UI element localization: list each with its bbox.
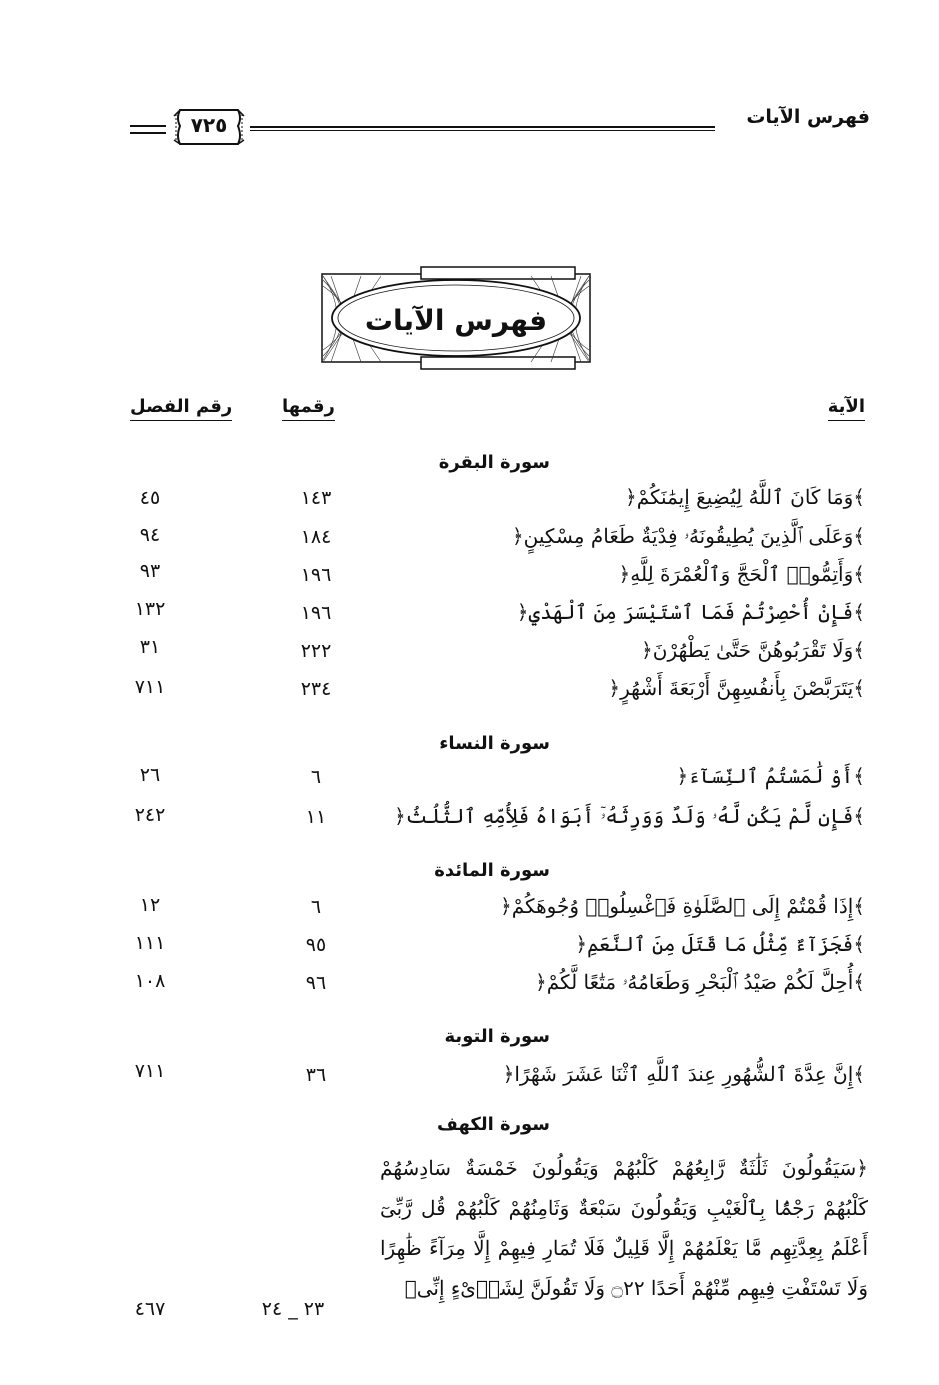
chapter-number: ١١١ — [134, 932, 166, 954]
chapter-number: ٤٥ — [139, 487, 161, 509]
chapter-number: ٤٦٧ — [134, 1298, 166, 1320]
verse-text-multiline: ﴿سَيَقُولُونَ ثَلَٰثَةٌ رَّابِعُهُمْ كَلْبُهُمْ وَيَقُولُونَ خَمْسَةٌ سَادِسُهُمْ كَلْبُهُمْ رَجْمًۢا بِٱلْغَيْبِ وَيَقُولُونَ سَبْعَةٌ وَثَامِنُهُمْ كَلْبُهُمْ قُل رَّبِّىٓ أَعْلَمُ بِعِدَّتِهِم مَّا يَعْلَمُهُمْ إِلَّا قَلِيلٌ فَلَا تُمَارِ فِيهِمْ إِلَّا مِرَآءً ظَٰهِرًا وَلَا تَسْتَفْتِ فِيهِم مِّنْهُمْ أَحَدًا ۝٢٢ وَلَا تَقُولَنَّ لِشَا۟ىْءٍ إِنِّى﴾ — [380, 1156, 868, 1300]
verse-number: ١٨٤ — [300, 526, 332, 548]
verse-text: ﴿إِنَّ عِدَّةَ ٱلشُّهُورِ عِندَ ٱللَّهِ ٱثْنَا عَشَرَ شَهْرًا﴾ — [502, 1062, 865, 1086]
verse-number: ٢٣٤ — [300, 678, 332, 700]
verse-text: ﴿وَلَا تَقْرَبُوهُنَّ حَتَّىٰ يَطْهُرْنَ﴾ — [641, 638, 865, 662]
chapter-number: ٩٤ — [139, 524, 161, 546]
chapter-number: ١٠٨ — [134, 970, 166, 992]
verse-text: ﴿وَأَتِمُّوا۟ ٱلْحَجَّ وَٱلْعُمْرَةَ لِلَّهِ﴾ — [618, 562, 865, 586]
verse-text: ﴿فَإِنْ أُحْصِرْتُمْ فَمَا ٱسْتَيْسَرَ مِنَ ٱلْهَدْيِ﴾ — [516, 600, 865, 624]
header-rule — [250, 126, 715, 128]
verse-text: ﴿فَإِن لَّمْ يَكُن لَّهُۥ وَلَدٌ وَوَرِثَهُۥٓ أَبَوَاهُ فَلِأُمِّهِ ٱلثُّلُثُ﴾ — [393, 804, 865, 828]
column-header-chapter: رقم الفصل — [130, 396, 232, 421]
verse-number: ٢٢٢ — [300, 640, 332, 662]
verse-text: ﴿يَتَرَبَّصْنَ بِأَنفُسِهِنَّ أَرْبَعَةَ أَشْهُرٍ﴾ — [608, 676, 865, 700]
verse-text: ﴿إِذَا قُمْتُمْ إِلَى ٱلصَّلَوٰةِ فَٱغْسِلُوا۟ وُجُوهَكُمْ﴾ — [500, 894, 865, 918]
verse-number: ٦ — [310, 766, 322, 788]
section-title-frame — [321, 266, 591, 370]
page-number-frame — [172, 106, 246, 148]
verse-text: ﴿وَمَا كَانَ ٱللَّهُ لِيُضِيعَ إِيمَٰنَكُمْ﴾ — [624, 485, 865, 509]
chapter-number: ٧١١ — [134, 676, 166, 698]
verse-number: ١١ — [305, 806, 327, 828]
verse-number: ٩٥ — [305, 934, 327, 956]
chapter-number: ٧١١ — [134, 1060, 166, 1082]
running-header-title: فهرس الآيات — [746, 106, 870, 128]
column-header-ayah: الآية — [828, 396, 865, 421]
header-double-dash — [130, 125, 166, 134]
verse-number: ٩٦ — [305, 972, 327, 994]
surah-heading: سورة المائدة — [434, 860, 550, 881]
surah-heading: سورة البقرة — [438, 452, 550, 473]
verse-text: ﴿وَعَلَى ٱلَّذِينَ يُطِيقُونَهُۥ فِدْيَةٌ طَعَامُ مِسْكِينٍ﴾ — [511, 524, 865, 548]
chapter-number: ٩٣ — [139, 560, 161, 582]
verse-number: ١٩٦ — [300, 564, 332, 586]
verse-number: ٣٦ — [305, 1064, 327, 1086]
verse-number: ١٩٦ — [300, 602, 332, 624]
header-rule-thin — [250, 130, 715, 131]
section-title: فهرس الآيات — [364, 304, 548, 337]
surah-heading: سورة التوبة — [444, 1026, 550, 1047]
verse-number: ٦ — [310, 896, 322, 918]
chapter-number: ١٢ — [139, 894, 161, 916]
verse-number: ١٤٣ — [300, 487, 332, 509]
verse-text: ﴿أُحِلَّ لَكُمْ صَيْدُ ٱلْبَحْرِ وَطَعَامُهُۥ مَتَٰعًا لَّكُمْ﴾ — [535, 970, 865, 994]
chapter-number: ٢٦ — [139, 764, 161, 786]
page-number: ٧٢٥ — [190, 113, 228, 137]
surah-heading: سورة النساء — [439, 733, 550, 754]
chapter-number: ٣١ — [139, 636, 161, 658]
running-header — [130, 96, 870, 146]
surah-heading: سورة الكهف — [437, 1114, 550, 1135]
column-header-number: رقمها — [282, 396, 335, 421]
chapter-number: ١٣٢ — [134, 598, 166, 620]
verse-number: ٢٣ _ ٢٤ — [261, 1298, 325, 1320]
verse-text: ﴿أَوْ لَٰمَسْتُمُ ٱلنِّسَآءَ﴾ — [676, 764, 865, 788]
verse-text: ﴿فَجَزَآءٌ مِّثْلُ مَا قَتَلَ مِنَ ٱلنَّعَمِ﴾ — [575, 932, 865, 956]
chapter-number: ٢٤٢ — [134, 804, 166, 826]
